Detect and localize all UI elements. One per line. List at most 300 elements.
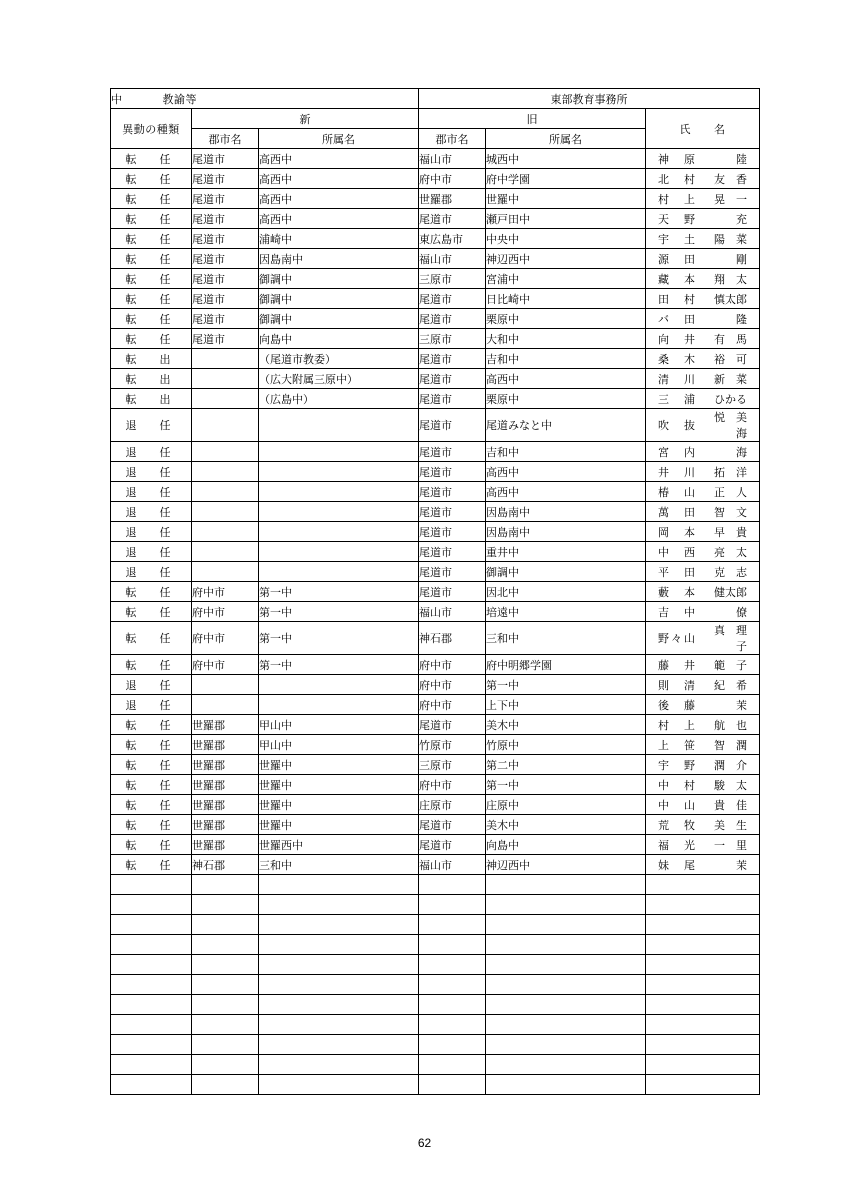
cell-empty (111, 1015, 192, 1035)
cell-empty (111, 995, 192, 1015)
table-row-empty (111, 915, 760, 935)
person-given-name: 茉 (736, 699, 747, 712)
cell-person-name (646, 602, 760, 622)
cell-empty (486, 935, 646, 955)
cell-new-affiliation: 御調中 (259, 269, 419, 289)
person-surname: 平 田 (658, 566, 697, 579)
table-row (111, 562, 760, 582)
table-row-empty (111, 955, 760, 975)
person-given-name: 潤 介 (714, 759, 747, 772)
cell-person-name (646, 409, 760, 442)
header-new-city: 郡市名 (192, 129, 259, 149)
cell-person-name (646, 289, 760, 309)
cell-transfer-kind: 転 任 (111, 622, 192, 655)
person-given-name: 悦 美 海 (714, 412, 758, 440)
table-row (111, 735, 760, 755)
header-old-group: 旧 (419, 109, 646, 129)
cell-old-city: 尾道市 (419, 502, 486, 522)
cell-empty (192, 975, 259, 995)
cell-person-name (646, 229, 760, 249)
header-old-city: 郡市名 (419, 129, 486, 149)
person-given-name: 亮 太 (714, 546, 747, 559)
cell-new-city (192, 695, 259, 715)
cell-empty (259, 975, 419, 995)
table-row (111, 755, 760, 775)
cell-person-name (646, 149, 760, 169)
person-surname: 上 笹 (658, 739, 697, 752)
cell-old-city: 尾道市 (419, 482, 486, 502)
person-surname: 岡 本 (658, 526, 697, 539)
cell-empty (259, 935, 419, 955)
cell-transfer-kind: 転 任 (111, 815, 192, 835)
cell-empty (646, 1075, 760, 1095)
cell-new-affiliation (259, 482, 419, 502)
cell-new-city: 尾道市 (192, 269, 259, 289)
cell-new-city (192, 482, 259, 502)
cell-empty (192, 955, 259, 975)
cell-person-name (646, 655, 760, 675)
table-row (111, 655, 760, 675)
table-row-empty (111, 1075, 760, 1095)
person-given-name: 友 香 (714, 173, 747, 186)
cell-old-city: 尾道市 (419, 542, 486, 562)
header-category-cell (111, 89, 419, 109)
person-surname: 福 光 (658, 839, 697, 852)
person-given-name: 航 也 (714, 719, 747, 732)
cell-transfer-kind: 転 任 (111, 835, 192, 855)
cell-new-city: 世羅郡 (192, 715, 259, 735)
cell-empty (111, 1035, 192, 1055)
person-surname: 荒 牧 (658, 819, 697, 832)
table-row (111, 169, 760, 189)
person-surname: 宮 内 (658, 446, 697, 459)
cell-new-affiliation: （広大附属三原中） (259, 369, 419, 389)
cell-old-affiliation: 高西中 (486, 482, 646, 502)
cell-empty (192, 1035, 259, 1055)
table-row (111, 695, 760, 715)
person-surname: 村 上 (658, 719, 697, 732)
cell-person-name (646, 249, 760, 269)
person-surname: 吉 中 (658, 606, 697, 619)
cell-new-city: 世羅郡 (192, 795, 259, 815)
person-given-name: 裕 可 (714, 353, 747, 366)
cell-empty (646, 975, 760, 995)
cell-new-affiliation: 御調中 (259, 289, 419, 309)
header-transfer-kind: 異動の種類 (111, 109, 192, 149)
cell-old-affiliation: 中央中 (486, 229, 646, 249)
cell-old-city: 尾道市 (419, 309, 486, 329)
cell-empty (486, 895, 646, 915)
person-surname: 藪 本 (658, 586, 697, 599)
cell-person-name (646, 835, 760, 855)
header-old-affiliation: 所属名 (486, 129, 646, 149)
cell-empty (486, 975, 646, 995)
cell-old-affiliation: 美木中 (486, 715, 646, 735)
cell-old-city: 府中市 (419, 675, 486, 695)
cell-old-affiliation: 栗原中 (486, 389, 646, 409)
cell-person-name (646, 522, 760, 542)
person-given-name: 陸 (736, 153, 747, 166)
cell-old-affiliation: 城西中 (486, 149, 646, 169)
cell-transfer-kind: 退 任 (111, 562, 192, 582)
cell-empty (259, 1055, 419, 1075)
cell-new-affiliation: 世羅中 (259, 815, 419, 835)
cell-person-name (646, 389, 760, 409)
cell-new-affiliation: 世羅中 (259, 775, 419, 795)
cell-transfer-kind: 転 任 (111, 229, 192, 249)
table-row (111, 329, 760, 349)
cell-transfer-kind: 退 任 (111, 542, 192, 562)
person-given-name: 隆 (736, 313, 747, 326)
cell-new-affiliation: 三和中 (259, 855, 419, 875)
cell-empty (111, 955, 192, 975)
cell-old-affiliation: 府中明郷学園 (486, 655, 646, 675)
cell-old-city: 尾道市 (419, 209, 486, 229)
cell-transfer-kind: 退 任 (111, 502, 192, 522)
cell-old-affiliation: 府中学園 (486, 169, 646, 189)
cell-person-name (646, 735, 760, 755)
person-surname: 村 上 (658, 193, 697, 206)
table-header (111, 89, 760, 149)
cell-new-affiliation (259, 502, 419, 522)
cell-new-city (192, 349, 259, 369)
person-surname: 神 原 (658, 153, 697, 166)
cell-new-affiliation: 高西中 (259, 149, 419, 169)
cell-transfer-kind: 退 任 (111, 409, 192, 442)
cell-person-name (646, 309, 760, 329)
cell-new-affiliation: 高西中 (259, 189, 419, 209)
cell-empty (419, 1055, 486, 1075)
table-row (111, 289, 760, 309)
person-surname: 則 清 (658, 679, 697, 692)
cell-old-city: 福山市 (419, 602, 486, 622)
cell-old-city: 尾道市 (419, 815, 486, 835)
cell-old-affiliation: 第一中 (486, 675, 646, 695)
cell-empty (419, 895, 486, 915)
table-row (111, 462, 760, 482)
cell-new-city: 神石郡 (192, 855, 259, 875)
cell-new-city: 尾道市 (192, 289, 259, 309)
cell-empty (192, 995, 259, 1015)
person-given-name: 美 生 (714, 819, 747, 832)
cell-empty (111, 1055, 192, 1075)
cell-new-affiliation: 第一中 (259, 622, 419, 655)
cell-old-city: 三原市 (419, 269, 486, 289)
person-given-name: 翔 太 (714, 273, 747, 286)
person-surname: 三 浦 (658, 393, 697, 406)
cell-new-affiliation (259, 462, 419, 482)
cell-old-city: 福山市 (419, 249, 486, 269)
cell-empty (419, 995, 486, 1015)
cell-empty (486, 915, 646, 935)
cell-new-city (192, 369, 259, 389)
cell-transfer-kind: 転 任 (111, 269, 192, 289)
person-surname: 向 井 (658, 333, 697, 346)
cell-empty (646, 1055, 760, 1075)
person-surname: 藏 本 (658, 273, 697, 286)
cell-old-affiliation: 美木中 (486, 815, 646, 835)
cell-empty (192, 915, 259, 935)
cell-new-affiliation: （広島中） (259, 389, 419, 409)
cell-empty (192, 895, 259, 915)
person-surname: 桑 木 (658, 353, 697, 366)
table-row (111, 502, 760, 522)
table-row (111, 815, 760, 835)
cell-transfer-kind: 転 任 (111, 209, 192, 229)
cell-empty (486, 1055, 646, 1075)
person-given-name: 智 文 (714, 506, 747, 519)
cell-new-affiliation: 世羅中 (259, 795, 419, 815)
cell-new-affiliation: 因島南中 (259, 249, 419, 269)
cell-new-affiliation (259, 542, 419, 562)
cell-old-affiliation: 高西中 (486, 369, 646, 389)
cell-new-city (192, 462, 259, 482)
cell-person-name (646, 369, 760, 389)
table-row-empty (111, 975, 760, 995)
cell-empty (111, 895, 192, 915)
table-row-empty (111, 875, 760, 895)
table-row (111, 209, 760, 229)
cell-empty (486, 1015, 646, 1035)
cell-old-city: 府中市 (419, 655, 486, 675)
cell-old-affiliation: 重井中 (486, 542, 646, 562)
person-given-name: 智 潤 (714, 739, 747, 752)
cell-old-affiliation: 培遠中 (486, 602, 646, 622)
cell-empty (646, 995, 760, 1015)
cell-new-city (192, 562, 259, 582)
cell-new-city: 世羅郡 (192, 735, 259, 755)
cell-old-affiliation: 大和中 (486, 329, 646, 349)
person-surname: 中 山 (658, 799, 697, 812)
person-given-name: 充 (736, 213, 747, 226)
person-surname: 藤 井 (658, 659, 697, 672)
cell-old-affiliation: 尾道みなと中 (486, 409, 646, 442)
header-row-top (111, 89, 760, 109)
cell-new-city: 尾道市 (192, 329, 259, 349)
cell-new-city: 尾道市 (192, 169, 259, 189)
cell-new-city (192, 442, 259, 462)
personnel-transfer-table (110, 88, 760, 1095)
cell-old-affiliation: 神辺西中 (486, 855, 646, 875)
cell-old-city: 府中市 (419, 775, 486, 795)
cell-transfer-kind: 退 任 (111, 675, 192, 695)
cell-empty (486, 1035, 646, 1055)
cell-empty (486, 1075, 646, 1095)
cell-new-affiliation (259, 695, 419, 715)
cell-new-affiliation (259, 675, 419, 695)
cell-old-affiliation: 三和中 (486, 622, 646, 655)
cell-person-name (646, 795, 760, 815)
person-given-name: 克 志 (714, 566, 747, 579)
cell-old-affiliation: 庄原中 (486, 795, 646, 815)
person-surname: 宇 土 (658, 233, 697, 246)
cell-new-affiliation: 高西中 (259, 169, 419, 189)
cell-empty (259, 1035, 419, 1055)
cell-new-affiliation: 甲山中 (259, 715, 419, 735)
cell-empty (111, 1075, 192, 1095)
cell-new-city (192, 522, 259, 542)
cell-old-affiliation: 第一中 (486, 775, 646, 795)
cell-person-name (646, 815, 760, 835)
cell-empty (419, 1075, 486, 1095)
person-given-name: 海 (736, 446, 747, 459)
cell-empty (419, 1035, 486, 1055)
table-row-empty (111, 895, 760, 915)
person-given-name: 真 理 子 (714, 625, 758, 653)
cell-old-affiliation: 吉和中 (486, 349, 646, 369)
header-name: 氏 名 (646, 109, 760, 149)
cell-empty (259, 955, 419, 975)
table-row (111, 369, 760, 389)
cell-new-affiliation: 第一中 (259, 582, 419, 602)
cell-new-city (192, 389, 259, 409)
cell-new-affiliation: 甲山中 (259, 735, 419, 755)
cell-empty (192, 1015, 259, 1035)
cell-new-city (192, 542, 259, 562)
table-row (111, 715, 760, 735)
cell-new-affiliation (259, 562, 419, 582)
cell-empty (259, 1075, 419, 1095)
person-surname: 野々山 (658, 633, 697, 645)
cell-transfer-kind: 転 任 (111, 169, 192, 189)
cell-person-name (646, 442, 760, 462)
cell-empty (192, 875, 259, 895)
table-row (111, 149, 760, 169)
cell-old-city: 尾道市 (419, 715, 486, 735)
table-row (111, 775, 760, 795)
cell-transfer-kind: 退 任 (111, 462, 192, 482)
table-row (111, 795, 760, 815)
table-row (111, 522, 760, 542)
cell-person-name (646, 269, 760, 289)
cell-person-name (646, 462, 760, 482)
cell-empty (111, 935, 192, 955)
cell-empty (419, 875, 486, 895)
cell-old-city: 尾道市 (419, 835, 486, 855)
table-row-empty (111, 995, 760, 1015)
cell-empty (259, 1015, 419, 1035)
cell-empty (646, 875, 760, 895)
table-row-empty (111, 1035, 760, 1055)
cell-new-city: 世羅郡 (192, 755, 259, 775)
header-office-cell: 東部教育事務所 (419, 89, 760, 109)
cell-transfer-kind: 転 任 (111, 775, 192, 795)
cell-old-affiliation: 向島中 (486, 835, 646, 855)
cell-transfer-kind: 転 出 (111, 349, 192, 369)
header-staff-type: 教諭等 (162, 93, 197, 106)
person-given-name: 貴 佳 (714, 799, 747, 812)
person-given-name: 有 馬 (714, 333, 747, 346)
table-row (111, 855, 760, 875)
cell-empty (646, 1035, 760, 1055)
cell-transfer-kind: 退 任 (111, 522, 192, 542)
cell-transfer-kind: 退 任 (111, 482, 192, 502)
person-surname: 田 村 (658, 293, 697, 306)
cell-empty (419, 955, 486, 975)
cell-empty (419, 975, 486, 995)
cell-new-affiliation (259, 442, 419, 462)
cell-old-affiliation: 宮浦中 (486, 269, 646, 289)
table-row-empty (111, 1015, 760, 1035)
cell-new-city: 世羅郡 (192, 835, 259, 855)
cell-empty (111, 915, 192, 935)
cell-new-city (192, 675, 259, 695)
header-new-affiliation: 所属名 (259, 129, 419, 149)
cell-old-city: 府中市 (419, 695, 486, 715)
cell-old-affiliation: 上下中 (486, 695, 646, 715)
cell-new-city (192, 409, 259, 442)
cell-transfer-kind: 退 任 (111, 442, 192, 462)
cell-transfer-kind: 転 任 (111, 289, 192, 309)
table-row (111, 349, 760, 369)
cell-transfer-kind: 転 任 (111, 755, 192, 775)
header-school-level: 中 (111, 93, 123, 106)
cell-new-affiliation: 高西中 (259, 209, 419, 229)
cell-old-city: 三原市 (419, 755, 486, 775)
person-surname: 井 川 (658, 466, 697, 479)
cell-new-city: 尾道市 (192, 309, 259, 329)
cell-new-city (192, 502, 259, 522)
person-given-name: ひかる (714, 393, 747, 406)
table-body (111, 149, 760, 1095)
table-row (111, 309, 760, 329)
cell-old-city: 神石郡 (419, 622, 486, 655)
cell-empty (486, 875, 646, 895)
cell-new-city: 尾道市 (192, 249, 259, 269)
cell-transfer-kind: 転 任 (111, 189, 192, 209)
person-surname: 吹 抜 (658, 420, 697, 432)
cell-empty (646, 895, 760, 915)
cell-old-affiliation: 神辺西中 (486, 249, 646, 269)
person-surname: 宇 野 (658, 759, 697, 772)
cell-old-affiliation: 日比崎中 (486, 289, 646, 309)
cell-new-city: 尾道市 (192, 149, 259, 169)
cell-person-name (646, 542, 760, 562)
cell-person-name (646, 715, 760, 735)
cell-transfer-kind: 転 任 (111, 855, 192, 875)
cell-old-city: 尾道市 (419, 289, 486, 309)
cell-old-city: 竹原市 (419, 735, 486, 755)
cell-old-city: 福山市 (419, 149, 486, 169)
cell-person-name (646, 502, 760, 522)
cell-transfer-kind: 転 任 (111, 715, 192, 735)
person-given-name: 一 里 (714, 839, 747, 852)
person-given-name: 拓 洋 (714, 466, 747, 479)
cell-person-name (646, 622, 760, 655)
cell-transfer-kind: 転 任 (111, 309, 192, 329)
cell-old-city: 尾道市 (419, 442, 486, 462)
person-surname: 椿 山 (658, 486, 697, 499)
cell-old-affiliation: 吉和中 (486, 442, 646, 462)
table-row (111, 835, 760, 855)
table-row (111, 269, 760, 289)
cell-transfer-kind: 転 任 (111, 795, 192, 815)
personnel-transfer-table-container (110, 88, 759, 1095)
person-given-name: 晃 一 (714, 193, 747, 206)
cell-empty (646, 935, 760, 955)
table-row (111, 542, 760, 562)
table-row (111, 229, 760, 249)
cell-old-city: 庄原市 (419, 795, 486, 815)
page-number: 62 (417, 1136, 432, 1150)
cell-new-affiliation: 向島中 (259, 329, 419, 349)
person-given-name: 紀 希 (714, 679, 747, 692)
table-row-empty (111, 935, 760, 955)
cell-old-city: 尾道市 (419, 349, 486, 369)
cell-new-city: 府中市 (192, 582, 259, 602)
cell-old-city: 尾道市 (419, 462, 486, 482)
table-row (111, 409, 760, 442)
